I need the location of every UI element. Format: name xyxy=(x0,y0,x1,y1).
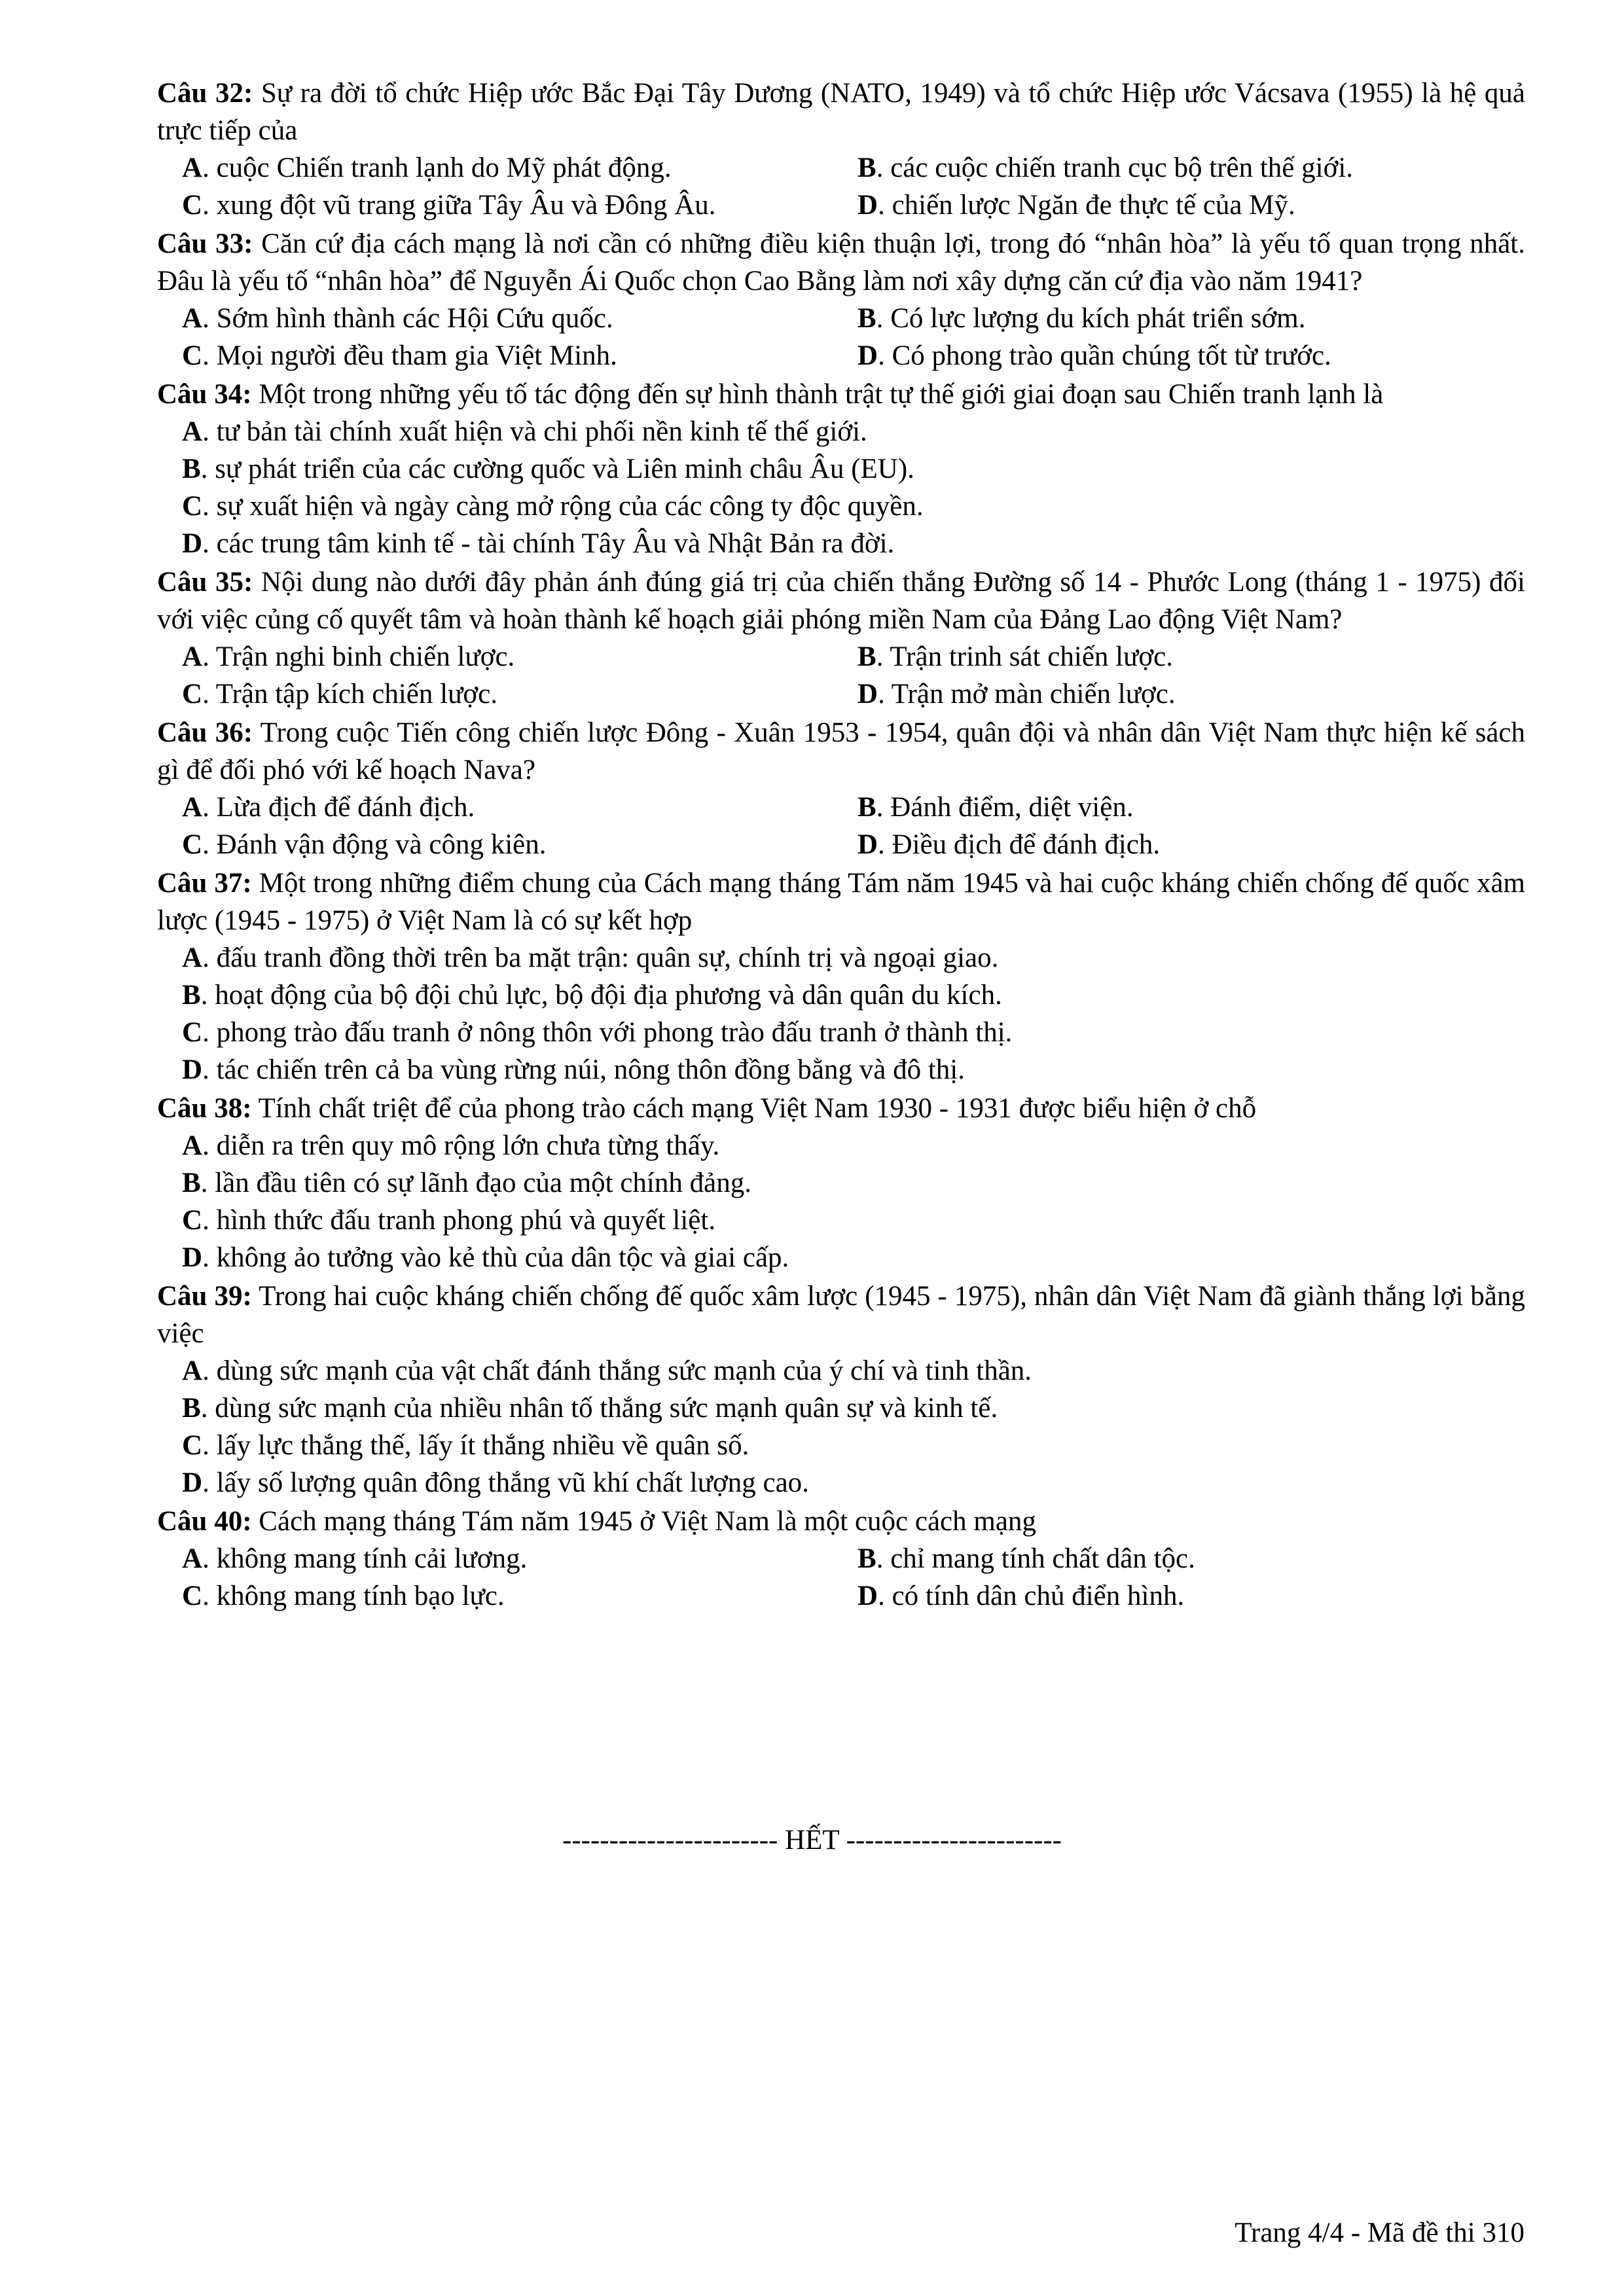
question-stem xyxy=(157,1503,1525,1540)
question-34 xyxy=(157,376,1525,562)
question-text: Trong hai cuộc kháng chiến chống đế quốc xâm lược (1945 - 1975), nhân dân Việt Nam đã giành thắng lợi bằng việc xyxy=(157,1281,1525,1349)
question-stem xyxy=(157,1278,1525,1352)
options xyxy=(157,413,1525,562)
option-c: C. không mang tính bạo lực. xyxy=(182,1581,505,1611)
option-d: D. Có phong trào quần chúng tốt từ trước. xyxy=(857,340,1331,371)
options xyxy=(157,149,1525,224)
question-text: Nội dung nào dưới đây phản ánh đúng giá trị của chiến thắng Đường số 14 - Phước Long (tháng 1 - 1975) đối với việc củng cố quyết tâm và hoàn thành kế hoạch giải phóng miền Nam của Đảng Lao động Việt Nam? xyxy=(157,567,1525,635)
option-d: D. không ảo tưởng vào kẻ thù của dân tộc và giai cấp. xyxy=(182,1242,789,1273)
option-b: B. Trận trinh sát chiến lược. xyxy=(857,641,1173,672)
question-stem xyxy=(157,225,1525,300)
option-a: A. Trận nghi binh chiến lược. xyxy=(182,641,515,672)
question-38 xyxy=(157,1090,1525,1276)
option-b: B. sự phát triển của các cường quốc và Liên minh châu Âu (EU). xyxy=(182,454,914,484)
option-a: A. Sớm hình thành các Hội Cứu quốc. xyxy=(182,303,613,334)
option-b: B. chỉ mang tính chất dân tộc. xyxy=(857,1543,1195,1574)
page-footer: Trang 4/4 - Mã đề thi 310 xyxy=(1235,2217,1525,2248)
question-number: Câu 38: xyxy=(157,1093,252,1124)
option-d: D. Trận mở màn chiến lược. xyxy=(857,679,1176,709)
option-d: D. tác chiến trên cả ba vùng rừng núi, nông thôn đồng bằng và đô thị. xyxy=(182,1054,965,1085)
end-marker: ----------------------- HẾT ----------------------- xyxy=(562,1825,1062,1856)
question-stem xyxy=(157,1090,1525,1127)
option-d: D. các trung tâm kinh tế - tài chính Tây Âu và Nhật Bản ra đời. xyxy=(182,528,895,559)
question-number: Câu 32: xyxy=(157,78,253,109)
option-a: A. không mang tính cải lương. xyxy=(182,1543,528,1574)
question-number: Câu 40: xyxy=(157,1506,252,1537)
question-text: Sự ra đời tổ chức Hiệp ước Bắc Đại Tây Dương (NATO, 1949) và tổ chức Hiệp ước Vácsava (1955) là hệ quả trực tiếp của xyxy=(157,78,1525,146)
question-list xyxy=(157,75,1525,1616)
question-text: Một trong những điểm chung của Cách mạng tháng Tám năm 1945 và hai cuộc kháng chiến chống đế quốc xâm lược (1945 - 1975) ở Việt Nam là có sự kết hợp xyxy=(157,868,1525,936)
question-text: Tính chất triệt để của phong trào cách mạng Việt Nam 1930 - 1931 được biểu hiện ở chỗ xyxy=(251,1093,1257,1124)
option-d: D. có tính dân chủ điển hình. xyxy=(857,1581,1185,1611)
option-a: A. tư bản tài chính xuất hiện và chi phối nền kinh tế thế giới. xyxy=(182,416,867,447)
question-stem xyxy=(157,75,1525,149)
option-c: C. Đánh vận động và công kiên. xyxy=(182,829,547,860)
question-39 xyxy=(157,1278,1525,1501)
question-number: Câu 37: xyxy=(157,868,252,899)
option-b: B. các cuộc chiến tranh cục bộ trên thế giới. xyxy=(857,152,1354,183)
options xyxy=(157,1540,1525,1615)
question-number: Câu 35: xyxy=(157,567,253,598)
option-d: D. Điều địch để đánh địch. xyxy=(857,829,1161,860)
option-b: B. hoạt động của bộ đội chủ lực, bộ đội địa phương và dân quân du kích. xyxy=(182,980,1002,1011)
question-stem xyxy=(157,564,1525,638)
option-a: A. diễn ra trên quy mô rộng lớn chưa từng thấy. xyxy=(182,1130,720,1161)
option-a: A. đấu tranh đồng thời trên ba mặt trận: quân sự, chính trị và ngoại giao. xyxy=(182,942,999,973)
question-text: Một trong những yếu tố tác động đến sự hình thành trật tự thế giới giai đoạn sau Chiến tranh lạnh là xyxy=(251,379,1384,410)
question-40 xyxy=(157,1503,1525,1615)
question-32 xyxy=(157,75,1525,224)
option-b: B. dùng sức mạnh của nhiều nhân tố thắng sức mạnh quân sự và kinh tế. xyxy=(182,1393,998,1424)
option-a: A. Lừa địch để đánh địch. xyxy=(182,792,475,823)
options xyxy=(157,789,1525,863)
option-d: D. chiến lược Ngăn đe thực tế của Mỹ. xyxy=(857,190,1295,221)
option-c: C. xung đột vũ trang giữa Tây Âu và Đông Âu. xyxy=(182,190,716,221)
option-c: C. Mọi người đều tham gia Việt Minh. xyxy=(182,340,617,371)
option-a: A. dùng sức mạnh của vật chất đánh thắng sức mạnh của ý chí và tinh thần. xyxy=(182,1355,1032,1386)
question-text: Trong cuộc Tiến công chiến lược Đông - Xuân 1953 - 1954, quân đội và nhân dân Việt Nam thực hiện kế sách gì để đối phó với kế hoạch Nava? xyxy=(157,717,1525,785)
question-stem xyxy=(157,865,1525,939)
option-b: B. Có lực lượng du kích phát triển sớm. xyxy=(857,303,1306,334)
question-text: Cách mạng tháng Tám năm 1945 ở Việt Nam là một cuộc cách mạng xyxy=(251,1506,1036,1537)
option-b: B. lần đầu tiên có sự lãnh đạo của một chính đảng. xyxy=(182,1168,751,1198)
question-37 xyxy=(157,865,1525,1088)
option-c: C. phong trào đấu tranh ở nông thôn với phong trào đấu tranh ở thành thị. xyxy=(182,1017,1013,1048)
option-c: C. Trận tập kích chiến lược. xyxy=(182,679,497,709)
question-number: Câu 36: xyxy=(157,717,253,748)
question-36 xyxy=(157,714,1525,863)
question-stem xyxy=(157,376,1525,413)
options xyxy=(157,300,1525,374)
options xyxy=(157,939,1525,1088)
question-text: Căn cứ địa cách mạng là nơi cần có những điều kiện thuận lợi, trong đó “nhân hòa” là yếu tố quan trọng nhất. Đâu là yếu tố “nhân hòa” để Nguyễn Ái Quốc chọn Cao Bằng làm nơi xây dựng căn cứ địa vào năm 1941? xyxy=(157,228,1526,296)
options xyxy=(157,638,1525,713)
question-33 xyxy=(157,225,1525,374)
option-c: C. lấy lực thắng thế, lấy ít thắng nhiều về quân số. xyxy=(182,1430,749,1461)
question-stem xyxy=(157,714,1525,789)
option-c: C. hình thức đấu tranh phong phú và quyết liệt. xyxy=(182,1205,716,1236)
question-number: Câu 39: xyxy=(157,1281,252,1312)
options xyxy=(157,1352,1525,1501)
option-c: C. sự xuất hiện và ngày càng mở rộng của các công ty độc quyền. xyxy=(182,491,924,522)
option-d: D. lấy số lượng quân đông thắng vũ khí chất lượng cao. xyxy=(182,1467,809,1498)
question-number: Câu 33: xyxy=(157,228,253,259)
options xyxy=(157,1127,1525,1276)
question-35 xyxy=(157,564,1525,713)
question-number: Câu 34: xyxy=(157,379,252,410)
option-a: A. cuộc Chiến tranh lạnh do Mỹ phát động. xyxy=(182,152,672,183)
option-b: B. Đánh điểm, diệt viện. xyxy=(857,792,1134,823)
